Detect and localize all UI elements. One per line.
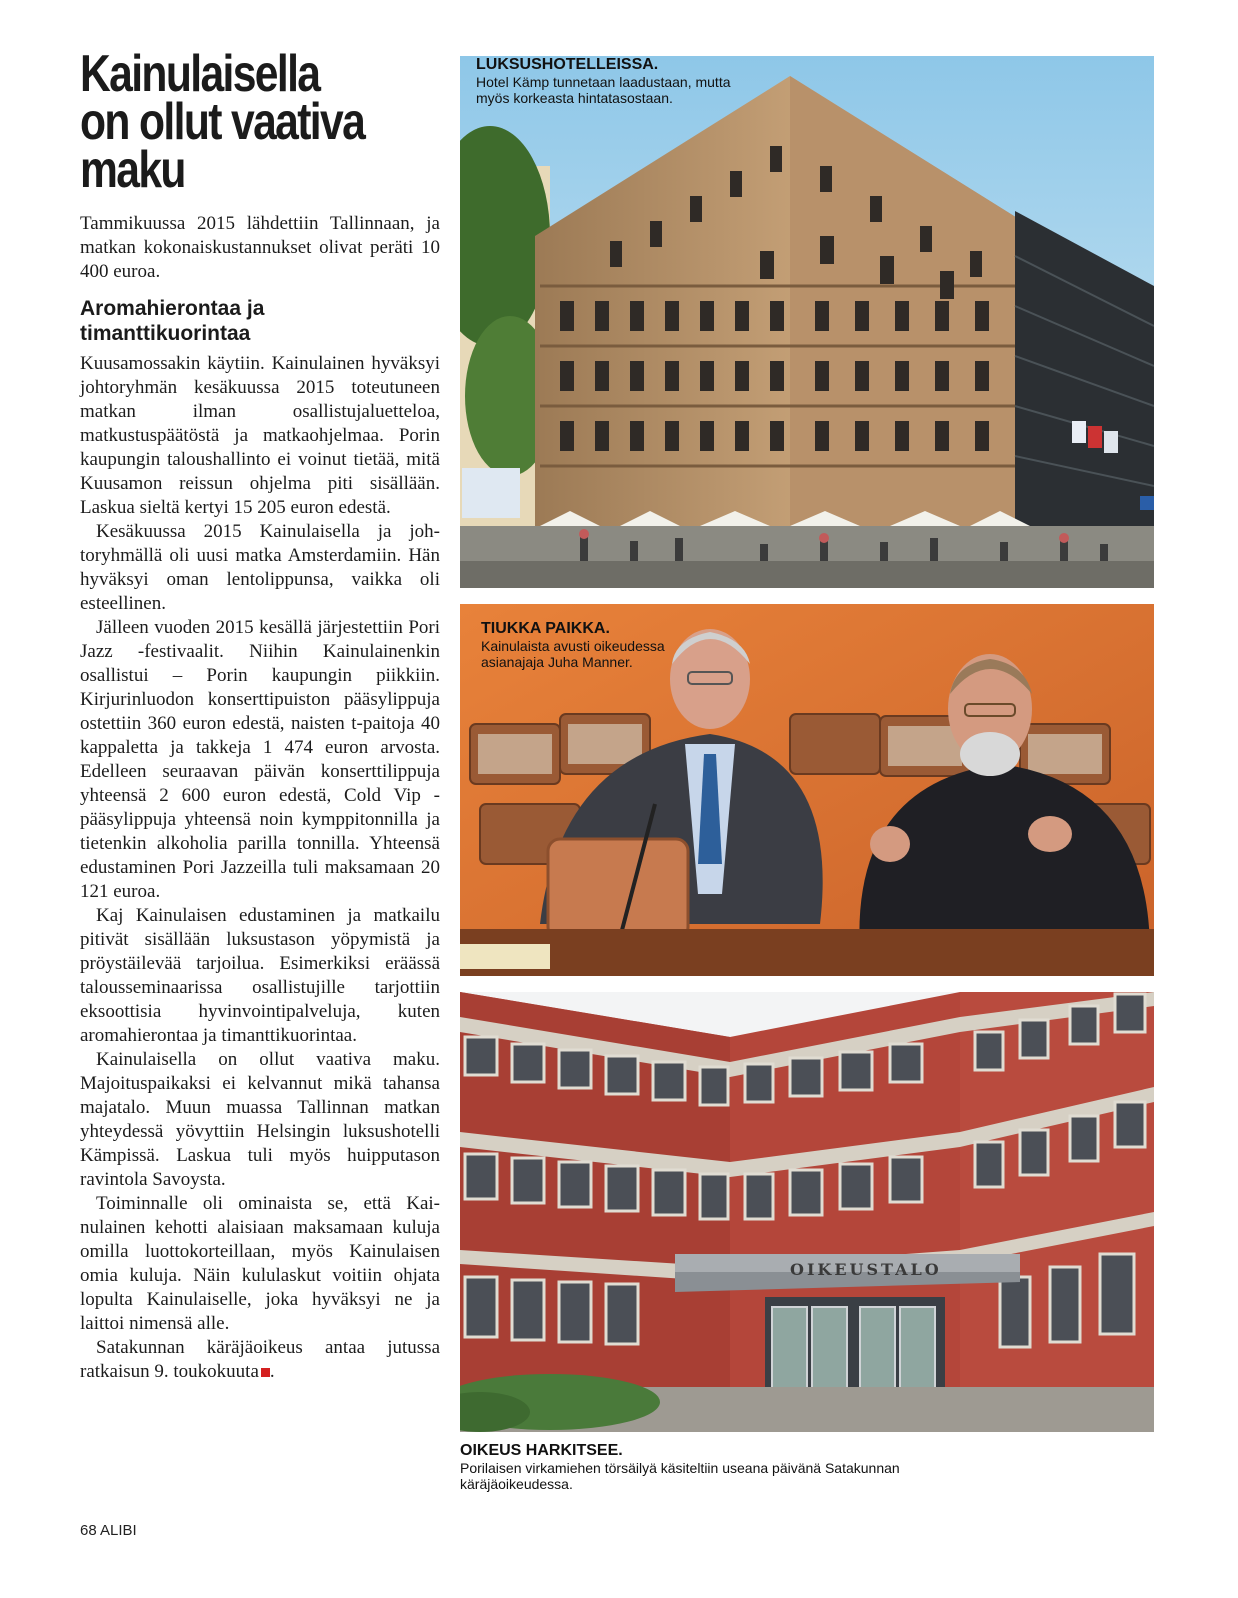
- caption-text: Hotel Kämp tunnetaan laadustaan, mutta myös korkeasta hintatasostaan.: [476, 74, 731, 106]
- courtroom-photo-caption: [481, 620, 701, 670]
- article-headline: [80, 45, 441, 199]
- caption-title: LUKSUSHOTELLEISSA.: [476, 56, 659, 73]
- headline-line: on ollut vaativa: [80, 93, 365, 151]
- hotel-photo-caption: [476, 56, 736, 106]
- hotel-kamp-photo: [460, 56, 1154, 588]
- headline-line: Kainulaisella: [80, 45, 320, 103]
- body-paragraph: Kainulaisella on ollut vaativa maku. Majoituspaikaksi ei kelvannut mikä tahansa majatalo. Muun muassa Tallinnan matkan yhteydessä yövyttiin Helsingin luksushotelli Kämpissä. Laskua tuli myös huipputason ravintola Savoysta.: [80, 1049, 440, 1190]
- page-footer: 68 ALIBI: [80, 1522, 137, 1539]
- caption-text: Kainulaista avusti oikeudessa asianajaja Juha Manner.: [481, 638, 665, 670]
- courthouse-photo: [460, 992, 1154, 1432]
- caption-title: OIKEUS HARKITSEE.: [460, 1442, 623, 1459]
- body-paragraph: Toiminnalle oli ominaista se, että Kainulainen kehotti alaisiaan maksamaan kuluja omilla luottokorteillaan, myös Kainulaisen omia kuluja. Näin kululaskut voitiin ohjata lopulta Kainulaiselle, joka hyväksyi ne ja laittoi nimensä alle.: [80, 1193, 440, 1334]
- headline-line: maku: [80, 141, 185, 199]
- article-lead: Tammikuussa 2015 lähdettiin Tallinnaan, ja matkan kokonaiskustannukset olivat peräti 10 400 euroa.: [80, 213, 440, 282]
- body-paragraph: Kuusamossakin käytiin. Kainulainen hyväksyi johtoryhmän kesäkuussa 2015 toteutuneen matkan ilman osallistujaluetteloa, matkustuspäätöstä ja matkaohjelmaa. Porin kaupungin taloushallinto ei voinut tietää, mitä Kuusamon reissun ohjelma piti sisällään. Laskua sieltä kertyi 15 205 euron edestä.: [80, 353, 440, 518]
- body-paragraph-last: [80, 1336, 440, 1384]
- last-paragraph-period: .: [269, 1361, 275, 1382]
- article-subhead: Aromahierontaa ja timanttikuorintaa: [80, 297, 265, 345]
- end-mark: [261, 1368, 270, 1377]
- body-paragraph: Jälleen vuoden 2015 kesällä järjestettiin Pori Jazz -festivaalit. Niihin Kainulainenkin osallistui – Porin kaupungin piikkiin. Kirjurinluodon konserttipuiston pääsylippuja ostettiin 360 euron edestä, naisten t-paitoja 40 kappaletta ja takkeja 1 474 euron arvosta. Edelleen seuraavan päivän konserttilippuja yhteensä 2 600 euron edestä, Cold Vip -pääsylippuja yhteensä noin kymppitonnilla ja tietenkin alkoholia parilla tonnilla. Yhteensä edustaminen Pori Jazzeilla tuli maksamaan 20 121 euroa.: [80, 617, 440, 902]
- body-paragraph: Kaj Kainulaisen edustaminen ja matkailu pitivät sisällään luksustason yöpymistä ja pröystäilevää tarjoilua. Esimerkiksi eräässä talousseminaarissa osallistujille tarjottiin eksoottisia hyvinvointipalveluja, kuten aromahierontaa ja timanttikuorintaa.: [80, 905, 440, 1046]
- courthouse-photo-caption: [460, 1442, 980, 1492]
- article-body: [80, 352, 440, 1384]
- body-paragraph: Kesäkuussa 2015 Kainulaisella ja johtoryhmällä oli uusi matka Amsterdamiin. Hän hyväksyi oman lentolippunsa, vaikka oli esteellinen.: [80, 521, 440, 614]
- last-paragraph-text: Satakunnan käräjäoikeus antaa jutussa ratkaisun 9. toukokuuta: [80, 1337, 440, 1382]
- caption-title: TIUKKA PAIKKA.: [481, 620, 610, 637]
- caption-text: Porilaisen virkamiehen törsäilyä käsiteltiin useana päivänä Satakunnan käräjäoikeudessa.: [460, 1460, 900, 1492]
- article-column: [80, 45, 440, 1384]
- building-sign: OIKEUSTALO: [790, 1260, 942, 1279]
